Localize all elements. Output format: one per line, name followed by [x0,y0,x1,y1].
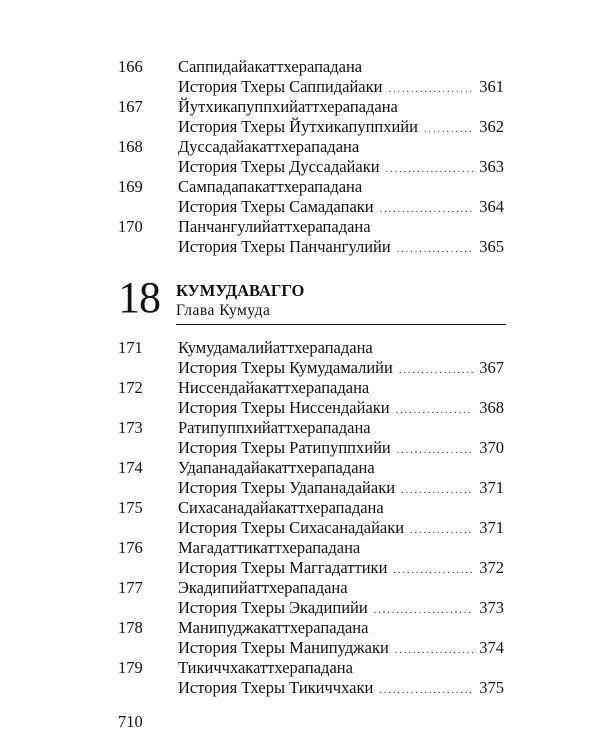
entry-story-title: История Тхеры Экадипийи [178,598,368,617]
entry-number: 178 [118,618,143,637]
entry-story-title: История Тхеры Манипуджаки [178,638,389,657]
entry-number: 175 [118,498,143,517]
entry-story-title: История Тхеры Саппидайаки [178,77,383,96]
chapter-number: 18 [118,273,160,322]
entry-pali-title: Кумудамалийаттхерападана [178,338,373,357]
entry-page-number: 364 [479,197,504,216]
entry-story-title: История Тхеры Ниссендайаки [178,398,390,417]
entry-number: 174 [118,458,143,477]
entry-story-title: История Тхеры Самадапаки [178,197,374,216]
dot-leader [397,240,474,260]
chapter-rule [176,324,506,325]
entry-page-number: 370 [479,438,504,457]
entry-number: 166 [118,57,143,76]
entry-story-title: История Тхеры Сихасанадайаки [178,518,405,537]
entry-pali-title: Сихасанадайакаттхерападана [178,498,384,517]
chapter-heading [118,273,504,325]
toc-section-top [118,57,504,257]
entry-pali-title: Тикиччхакаттхерападана [178,658,353,677]
toc-entry[interactable] [118,57,504,97]
toc-entry[interactable] [118,97,504,137]
entry-pali-title: Панчангулийаттхерападана [178,217,371,236]
entry-page-number: 367 [479,358,504,377]
entry-number: 172 [118,378,143,397]
entry-number: 176 [118,538,143,557]
dot-leader [379,681,473,701]
toc-entry[interactable] [118,658,504,698]
toc-entry[interactable] [118,418,504,458]
entry-page-number: 373 [479,598,504,617]
entry-page-number: 374 [479,638,504,657]
entry-pali-title: Ниссендайакаттхерападана [178,378,370,397]
entry-story-title: История Тхеры Панчангулийи [178,237,391,256]
entry-page-number: 372 [479,558,504,577]
entry-page-number: 363 [479,157,504,176]
entry-number: 171 [118,338,143,357]
entry-page-number: 371 [479,518,504,537]
page-number: 710 [118,712,143,731]
entry-story-line [178,237,504,260]
toc-entry[interactable] [118,217,504,257]
entry-number: 173 [118,418,143,437]
entry-page-number: 368 [479,398,504,417]
entry-story-title: История Тхеры Маггадаттики [178,558,388,577]
entry-pali-title: Магадаттикаттхерападана [178,538,361,557]
entry-number: 170 [118,217,143,236]
entry-pali-title: Манипуджакаттхерападана [178,618,369,637]
entry-pali-title: Удапанадайакаттхерападана [178,458,375,477]
entry-number: 179 [118,658,143,677]
entry-story-title: История Тхеры Кумудамалийи [178,358,393,377]
entry-story-title: История Тхеры Ратипуппхийи [178,438,391,457]
entry-number: 167 [118,97,143,116]
entry-pali-title: Дуссадайакаттхерападана [178,137,360,156]
entry-story-line [178,678,504,701]
toc-entry[interactable] [118,338,504,378]
toc-entry[interactable] [118,578,504,618]
entry-pali-title: Сампадапакаттхерападана [178,177,363,196]
entry-number: 169 [118,177,143,196]
entry-pali-title: Экадипийаттхерападана [178,578,348,597]
toc-entry[interactable] [118,618,504,658]
entry-pali-title: Йутхикапуппхийаттхерападана [178,97,398,116]
entry-pali-title: Ратипуппхийаттхерападана [178,418,371,437]
toc-entry[interactable] [118,177,504,217]
entry-story-title: История Тхеры Удапанадайаки [178,478,396,497]
entry-page-number: 362 [479,117,504,136]
entry-story-title: История Тхеры Дуссадайаки [178,157,380,176]
entry-story-title: История Тхеры Тикиччхаки [178,678,374,697]
toc-entry[interactable] [118,538,504,578]
entry-page-number: 371 [479,478,504,497]
entry-pali-title: Саппидайакаттхерападана [178,57,363,76]
toc-entry[interactable] [118,458,504,498]
entry-page-number: 375 [479,678,504,697]
chapter-title: КУМУДАВАГГО [176,281,305,300]
entry-number: 177 [118,578,143,597]
entry-number: 168 [118,137,143,156]
toc-entry[interactable] [118,378,504,418]
entry-story-title: История Тхеры Йутхикапуппхийи [178,117,418,136]
toc-entry[interactable] [118,498,504,538]
toc-entry[interactable] [118,137,504,177]
toc-section-bottom [118,338,504,698]
entry-page-number: 361 [479,77,504,96]
chapter-subtitle: Глава Кумуда [176,302,271,319]
entry-page-number: 365 [479,237,504,256]
